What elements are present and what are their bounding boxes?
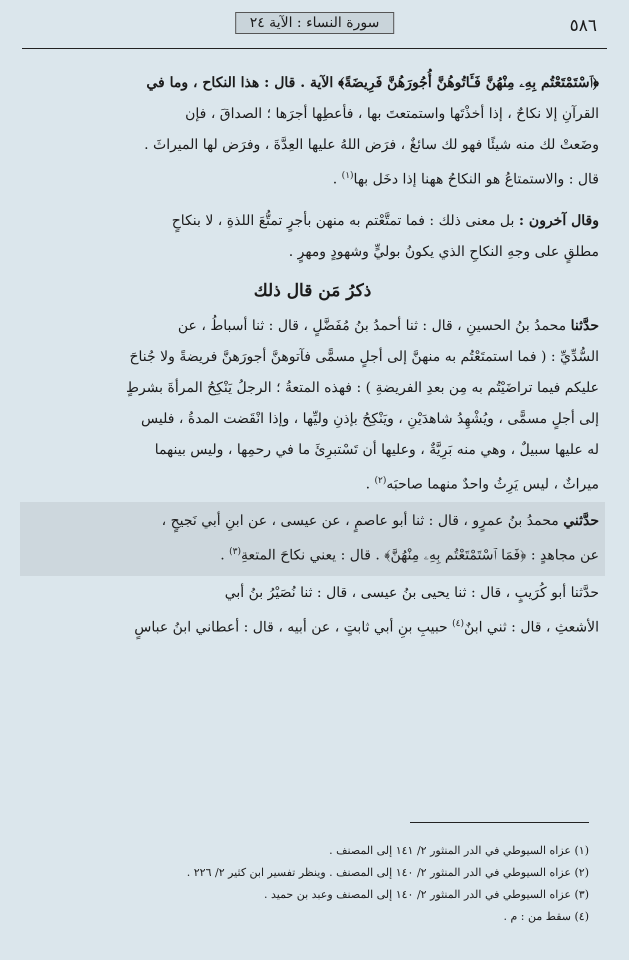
text-run: محمدُ بنُ الحسينِ ، قال : ثنا أحمدُ بنُ مُفَضَّلٍ ، قال : ثنا أسباطُ ، عن — [177, 317, 567, 334]
text-line — [26, 506, 599, 537]
footnote-ref[interactable]: (٢) — [374, 475, 387, 486]
paragraph-1 — [26, 68, 599, 196]
text-line: ميراثٌ ، ليس يَرِثُ واحدٌ منهما صاحبَه$^{(٢)}$ . — [365, 475, 599, 493]
text-run: أبو كُرَيبٍ ، قال : ثنا يحيى بنُ عيسى ، قال : ثنا نُصَيْرُ بنُ أبي — [224, 584, 567, 601]
text-line: ﴿ٱسْتَمْتَعْتُم بِهِۦ مِنْهُنَّ فَـَٔاتُوهُنَّ أُجُورَهُنَّ فَرِيضَةً﴾ الآية . قال : هذا النكاح ، وما في — [146, 75, 599, 91]
text-run: عن مجاهدٍ : ﴿فَمَا ٱسْتَمْتَعْتُم بِهِۦ مِنْهُنَّ﴾ . قال : يعني نكاحَ المتعةِ — [241, 547, 599, 564]
text-line: قال : والاستمتاعُ هو النكاحُ ههنا إذا دخَل بها$^{(١)}$ . — [332, 171, 599, 188]
footnotes — [40, 840, 589, 928]
footnote: (١) عزاه السيوطي في الدر المنثور ٢/ ١٤١ إلى المصنف . — [329, 844, 589, 857]
footnote-rule — [410, 822, 589, 823]
text-line — [26, 578, 599, 609]
text-line — [26, 609, 599, 644]
footnote: (٣) عزاه السيوطي في الدر المنثور ٢/ ١٤٠ إلى المصنف وعبد بن حميد . — [263, 888, 589, 901]
footnote: (٢) عزاه السيوطي في الدر المنثور ٢/ ١٤٠ إلى المصنف . وينظر تفسير ابن كثير ٢/ ٢٢٦ . — [186, 866, 589, 879]
page-body — [26, 68, 599, 644]
text-line: السُّدِّيِّ : ( فما استمتَعْتُم به منهنَّ إلى أجلٍ مسمًّى فآتوهنَّ أجورَهنَّ فريضةً ولا جُناحَ — [129, 348, 599, 365]
paragraph-3 — [26, 311, 599, 501]
text-line: وضَعتْ لك منه شيئًا فهو لك سائغٌ ، فرَض اللهُ عليها العِدَّةَ ، وفرَض لها الميراثَ . — [144, 137, 599, 153]
paragraph-2 — [26, 206, 599, 268]
text-run: ميراثٌ ، ليس يَرِثُ واحدٌ منهما صاحبَه — [386, 476, 599, 493]
text-line: له عليها سبيلٌ ، وهي منه بَرِيَّةٌ ، وعليها أن تَسْتبرِئَ ما في رحمِها ، وليس بينهما — [154, 441, 599, 458]
text-run: محمدُ بنُ عمرٍو ، قال : ثنا أبو عاصمٍ ، عن عيسى ، عن ابنِ أبي نَجيحٍ ، — [161, 513, 559, 530]
text-line: عليكم فيما تراضَيْتُم به مِن بعدِ الفريضةِ ) : فهذه المتعةُ ؛ الرجلُ يَنْكِحُ المرأةَ بشرطٍ — [126, 379, 599, 396]
paragraph-5 — [26, 578, 599, 644]
footnote-ref[interactable]: (٤) — [452, 618, 465, 629]
paragraph-lead: وقال آخرون : — [518, 212, 599, 229]
text-line — [26, 311, 599, 342]
footnote: (٤) سقط من : م . — [503, 910, 589, 923]
paragraph-4 — [20, 502, 605, 576]
text-run: الأشعثِ ، قال : ثني ابنٌ — [464, 619, 599, 636]
text-line: عن مجاهدٍ : ﴿فَمَا ٱسْتَمْتَعْتُم بِهِۦ مِنْهُنَّ﴾ . قال : يعني نكاحَ المتعةِ$^{(٣)}$ . — [220, 547, 599, 564]
section-heading: ذكرُ مَن قال ذلك — [253, 280, 372, 301]
footnote-ref[interactable]: (١) — [341, 171, 354, 181]
page-header — [22, 10, 607, 46]
footnote-ref[interactable]: (٣) — [229, 547, 242, 558]
surah-title: سورة النساء : الآية ٢٤ — [235, 12, 395, 34]
text-run: بل معنى ذلك : فما تمتَّعْتم به منهن بأجرٍ تمتُّعَ اللذةِ ، لا بنكاحٍ — [171, 212, 515, 229]
text-run: قال : والاستمتاعُ هو النكاحُ ههنا إذا دخَل بها — [353, 171, 599, 188]
header-rule — [22, 48, 607, 49]
paragraph-lead: حدَّثنا — [570, 584, 599, 601]
paragraph-lead: حدَّثني — [563, 513, 599, 530]
text-line: مطلقٍ على وجهِ النكاحِ الذي يكونُ بوليٍّ وشهودٍ ومهرٍ . — [288, 243, 599, 260]
text-line: إلى أجلٍ مسمًّى ، ويُشْهِدُ شاهدَيْنِ ، ويَنْكِحُ بإذنِ وليِّها ، وإذا انْقَضت المدةُ ، فليس — [141, 410, 599, 427]
page-number: ٥٨٦ — [569, 16, 597, 36]
paragraph-lead: حدَّثنا — [570, 317, 599, 334]
text-run: حبيبِ بنِ أبي ثابتٍ ، عن أبيه ، قال : أعطاني ابنُ عباسٍ — [134, 619, 448, 636]
text-line — [26, 206, 599, 237]
text-line: القرآنِ إلا نكاحٌ ، إذا أخذْتَها واستمتعتَ بها ، فأعطِها أجرَها ؛ الصداقَ ، فإن — [185, 106, 599, 122]
